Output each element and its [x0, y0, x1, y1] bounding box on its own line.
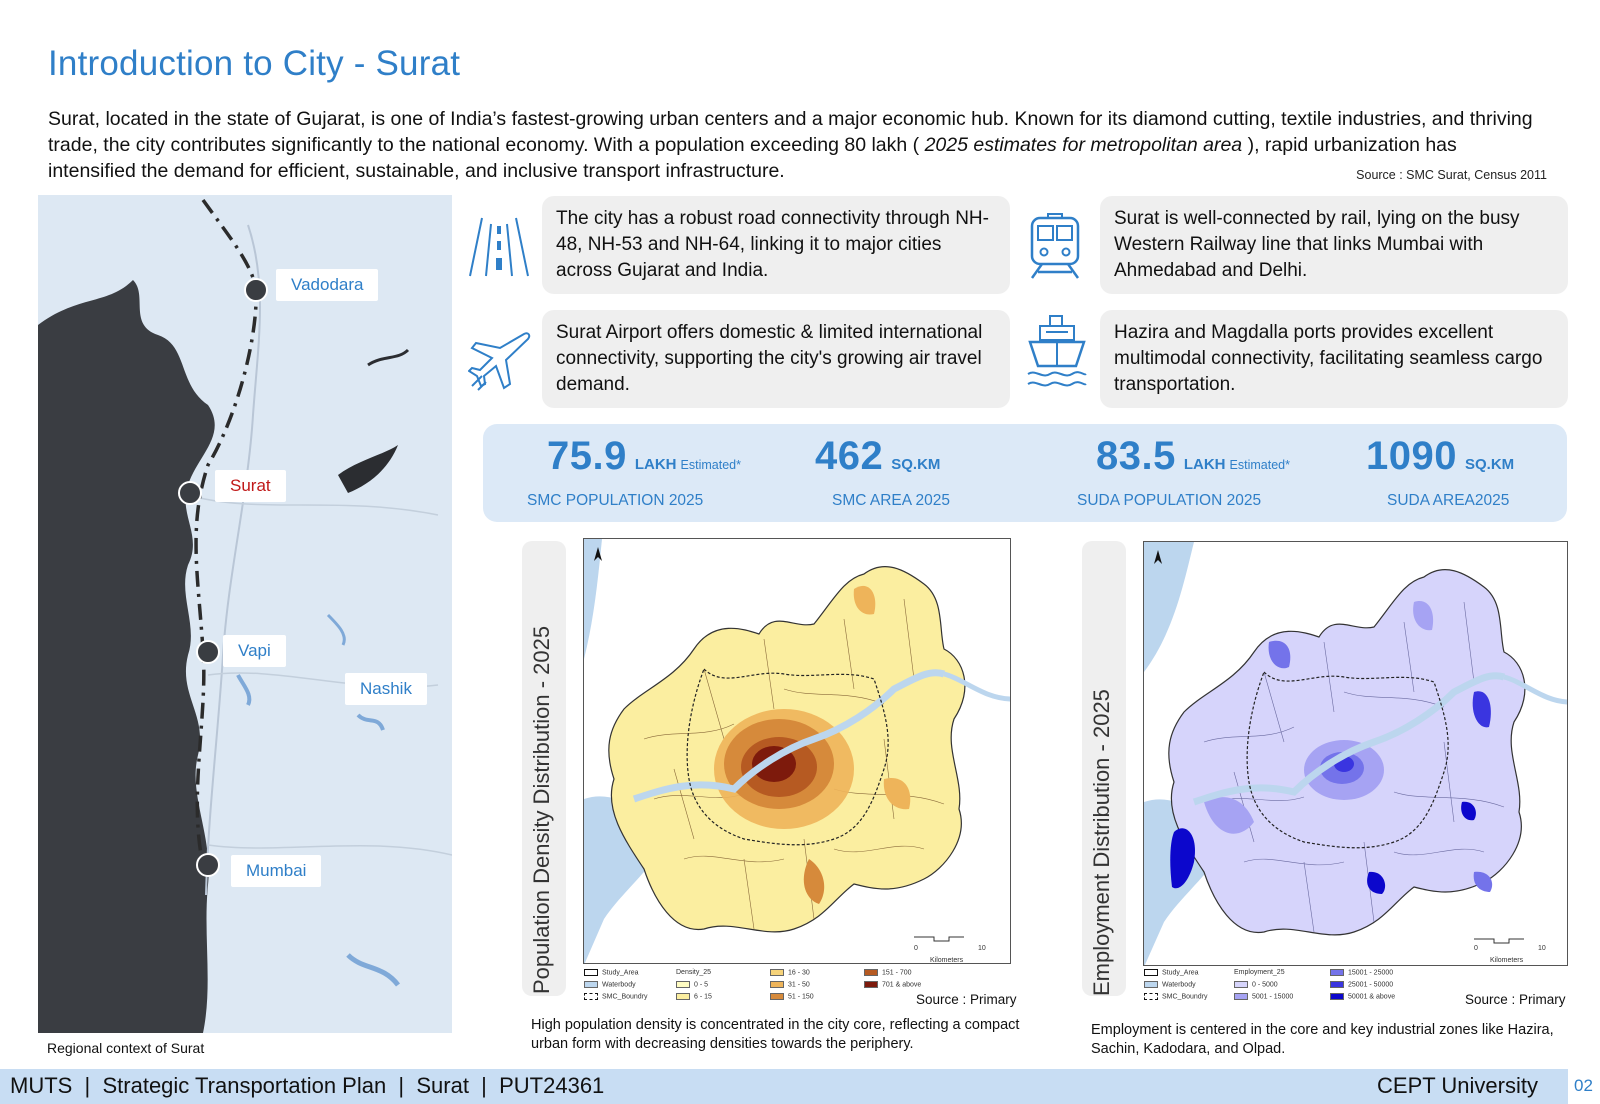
stat-smc-population: [547, 434, 741, 479]
stat-smc-area: [815, 434, 940, 479]
legend-heading: Employment_25: [1234, 969, 1285, 976]
employment-map-source: Source : Primary: [1465, 992, 1566, 1007]
city-label-vadodara: Vadodara: [276, 269, 378, 301]
legend-class: 31 - 50: [770, 981, 810, 988]
density-map-title: Population Density Distribution - 2025: [529, 625, 554, 994]
employment-map-graphic: [1144, 542, 1568, 966]
port-connectivity-card: Hazira and Magdalla ports provides excellent multimodal connectivity, facilitating seamless cargo transportation.: [1100, 310, 1568, 408]
density-map-graphic: [584, 539, 1011, 964]
legend-smc-boundary: SMC_Boundry: [584, 993, 648, 1000]
stat-suda-population: [1096, 434, 1290, 479]
legend-class: 0 - 5000: [1234, 981, 1278, 988]
page-title: Introduction to City - Surat: [48, 44, 461, 83]
stat-unit: LAKH: [1183, 456, 1226, 473]
stat-label-smc-area: SMC AREA 2025: [832, 492, 951, 509]
page-number: 02: [1574, 1076, 1593, 1095]
stat-note: Estimated*: [1229, 458, 1290, 472]
air-connectivity-card: Surat Airport offers domestic & limited international connectivity, supporting the city's growing air travel demand.: [542, 310, 1010, 408]
stat-unit: SQ.KM: [891, 456, 941, 473]
scale-label: Kilometers: [930, 957, 964, 964]
intro-source: Source : SMC Surat, Census 2011: [1356, 168, 1547, 182]
scale-tick: 0: [1474, 945, 1478, 952]
train-icon: [1024, 212, 1086, 284]
legend-class: 51 - 150: [770, 993, 814, 1000]
city-label-mumbai: Mumbai: [231, 855, 321, 887]
employment-map-caption: Employment is centered in the core and key industrial zones like Hazira, Sachin, Kadodara, and Olpad.: [1091, 1022, 1554, 1057]
stat-note: Estimated*: [680, 458, 741, 472]
city-label-vapi: Vapi: [223, 635, 286, 667]
legend-study-area: Study_Area: [1144, 969, 1199, 976]
intro-tail: ), rapid urbanization has intensified the demand for efficient, sustainable, and inclusive transport infrastructure.: [48, 134, 1457, 182]
regional-map-graphic: [38, 195, 452, 1033]
density-map-caption: High population density is concentrated in the city core, reflecting a compact urban form with decreasing densities towards the periphery.: [531, 1017, 1020, 1052]
scale-tick: 0: [914, 945, 918, 952]
rail-connectivity-card: Surat is well-connected by rail, lying on the busy Western Railway line that links Mumbai with Ahmedabad and Delhi.: [1100, 196, 1568, 294]
legend-class: 6 - 15: [676, 993, 712, 1000]
road-icon: [468, 214, 530, 286]
regional-map-caption: Regional context of Surat: [47, 1040, 205, 1056]
legend-class: 50001 & above: [1330, 993, 1395, 1000]
scale-tick: 10: [978, 945, 986, 952]
road-connectivity-card: The city has a robust road connectivity through NH-48, NH-53 and NH-64, linking it to major cities across Gujarat and India.: [542, 196, 1010, 294]
intro-italic: 2025 estimates for metropolitan area: [924, 134, 1243, 156]
regional-map: [38, 195, 452, 1033]
city-label-surat: Surat: [215, 470, 286, 502]
stat-value: 462: [815, 434, 884, 478]
legend-class: 151 - 700: [864, 969, 912, 976]
ship-icon: [1026, 314, 1088, 386]
scale-label: Kilometers: [1490, 957, 1524, 964]
legend-class: 0 - 5: [676, 981, 708, 988]
footer-institution: CEPT University: [1377, 1073, 1538, 1098]
footer-project-info: MUTS | Strategic Transportation Plan | Surat | PUT24361: [10, 1073, 605, 1098]
density-map: [583, 538, 1011, 964]
legend-class: 16 - 30: [770, 969, 810, 976]
scale-tick: 10: [1538, 945, 1546, 952]
stat-suda-area: [1366, 434, 1514, 479]
airplane-icon: [468, 328, 530, 400]
legend-class: 15001 - 25000: [1330, 969, 1393, 976]
stat-label-suda-population: SUDA POPULATION 2025: [1077, 492, 1262, 509]
stat-value: 1090: [1366, 434, 1457, 478]
intro-main: Surat, located in the state of Gujarat, is one of India’s fastest-growing urban centers and a major economic hub. Known for its diamond cutting, textile industries, and thriving trade, the city contributes significantly to the national economy. With a population exceeding 80 lakh (: [48, 108, 1533, 156]
stat-label-smc-population: SMC POPULATION 2025: [527, 492, 704, 509]
legend-class: 25001 - 50000: [1330, 981, 1393, 988]
legend-heading: Density_25: [676, 969, 712, 976]
legend-class: 5001 - 15000: [1234, 993, 1293, 1000]
stat-value: 75.9: [547, 434, 627, 478]
employment-map-title: Employment Distribution - 2025: [1089, 689, 1114, 996]
stat-label-suda-area: SUDA AREA2025: [1387, 492, 1510, 509]
legend-smc-boundary: SMC_Boundry: [1144, 993, 1208, 1000]
legend-study-area: Study_Area: [584, 969, 639, 976]
stat-value: 83.5: [1096, 434, 1176, 478]
density-map-source: Source : Primary: [916, 992, 1017, 1007]
legend-class: 701 & above: [864, 981, 921, 988]
footer-bar: [0, 1069, 1568, 1104]
legend-waterbody: Waterbody: [584, 981, 636, 988]
city-label-nashik: Nashik: [345, 673, 427, 705]
stat-unit: SQ.KM: [1464, 456, 1515, 473]
legend-waterbody: Waterbody: [1144, 981, 1196, 988]
employment-map: [1143, 541, 1568, 966]
intro-paragraph: [48, 106, 1548, 184]
stat-unit: LAKH: [634, 456, 677, 473]
